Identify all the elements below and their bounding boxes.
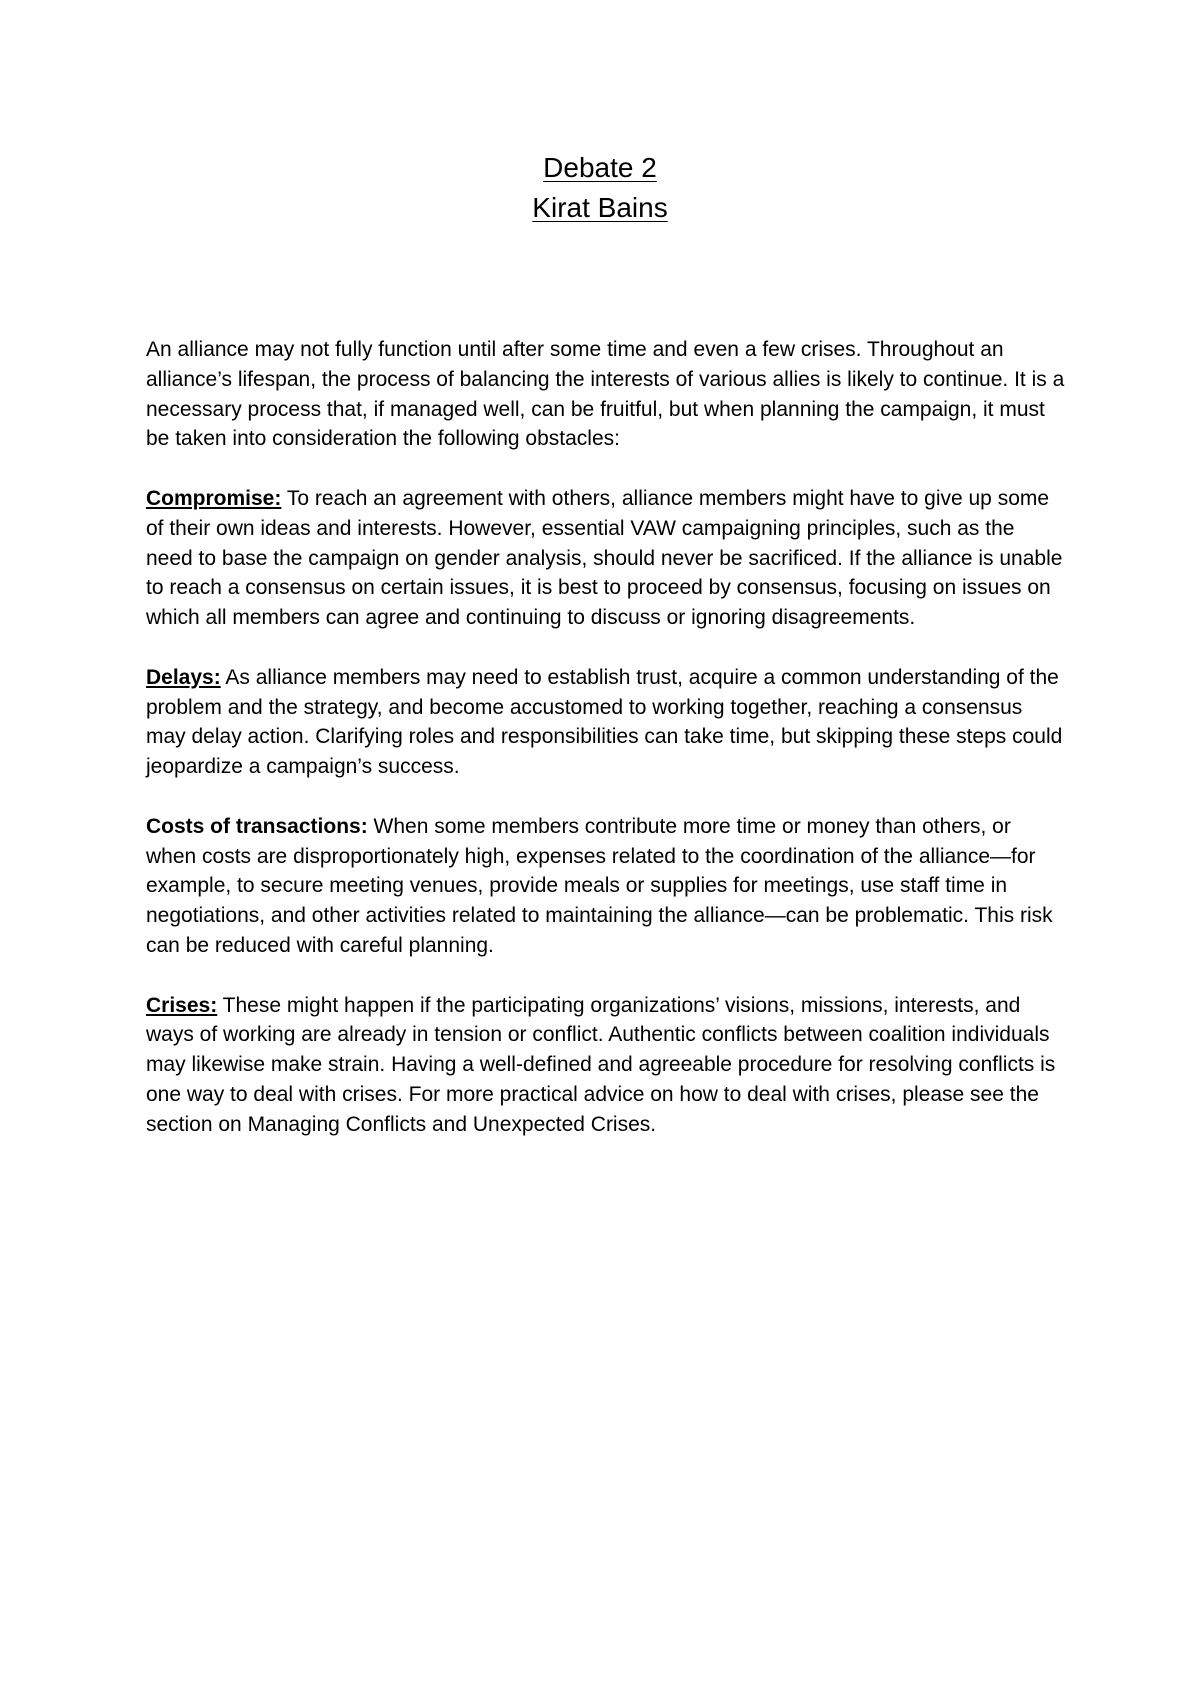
section-text-delays: As alliance members may need to establish trust, acquire a common understanding of the problem and the strategy, and become accustomed to working together, reaching a consensus may delay action. Clarifying roles and responsibilities can take time, but skipping these steps could jeopardize a campaign’s success.: [146, 665, 1063, 779]
section-heading-compromise: Compromise:: [146, 486, 282, 510]
section-text-compromise: To reach an agreement with others, alliance members might have to give up some of their own ideas and interests. However, essential VAW campaigning principles, such as the need to base the campaign on gender analysis, should never be sacrificed. If the alliance is unable to reach a consensus on certain issues, it is best to proceed by consensus, focusing on issues on which all members can agree and continuing to discuss or ignoring disagreements.: [146, 486, 1063, 630]
title-block: [0, 148, 1200, 228]
section-text-costs: When some members contribute more time or money than others, or when costs are disproportionately high, expenses related to the coordination of the alliance—for example, to secure meeting venues, provide meals or supplies for meetings, use staff time in negotiations, and other activities related to maintaining the alliance—can be problematic. This risk can be reduced with careful planning.: [146, 814, 1053, 957]
section-heading-costs: Costs of transactions:: [146, 814, 368, 838]
intro-paragraph: An alliance may not fully function until after some time and even a few crises. Throughout an alliance’s lifespan, the process of balancing the interests of various allies is likely to continue. It is a necessary process that, if managed well, can be fruitful, but when planning the campaign, it must be taken into consideration the following obstacles:: [146, 338, 1065, 451]
document-body: [146, 335, 1066, 1169]
document-title: Debate 2: [543, 152, 657, 183]
section-delays: [146, 663, 1066, 782]
document-author: Kirat Bains: [532, 192, 668, 223]
section-text-crises: These might happen if the participating organizations’ visions, missions, interests, and ways of working are already in tension or conflict. Authentic conflicts between coalition individuals may likewise make strain. Having a well-defined and agreeable procedure for resolving conflicts is one way to deal with crises. For more practical advice on how to deal with crises, please see the section on Managing Conflicts and Unexpected Crises.: [146, 993, 1056, 1136]
section-heading-crises: Crises:: [146, 993, 218, 1017]
section-heading-delays: Delays:: [146, 665, 221, 689]
section-costs: [146, 812, 1066, 961]
section-compromise: [146, 484, 1066, 633]
section-crises: [146, 991, 1066, 1140]
